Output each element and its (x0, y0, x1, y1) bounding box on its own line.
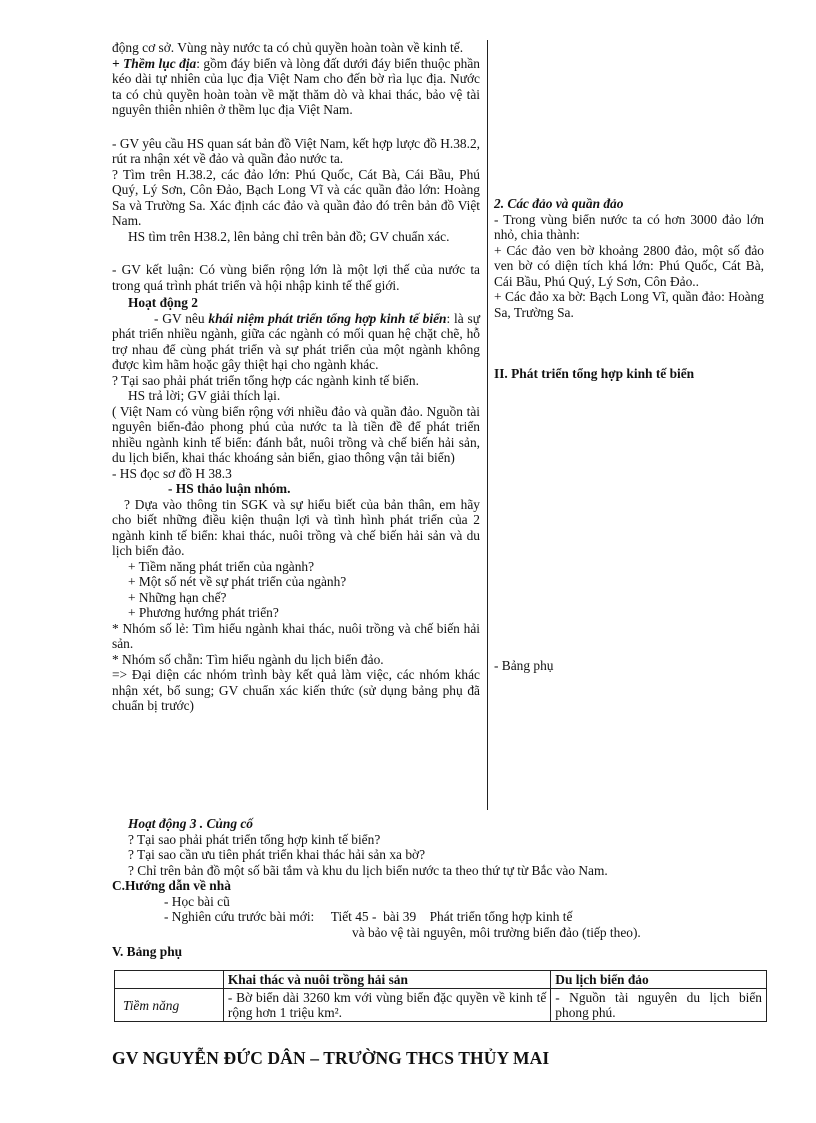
column-divider (487, 40, 488, 810)
p3: - GV yêu cầu HS quan sát bản đồ Việt Nam, kết hợp lược đồ H.38.2, rút ra nhận xét về đảo và quần đảo nước ta. (112, 135, 480, 166)
p2-text: : gồm đáy biển và lòng đất dưới đáy biển thuộc phần kéo dài tự nhiên của lục địa Việt Nam cho đến bờ rìa lục địa. Nước ta có chủ quyền hoàn toàn về mặt thăm dò và khai thác, bảo vệ tài nguyên thiên nhiên ở thềm lục địa Việt Nam. (112, 55, 480, 117)
hd2-paragraph (112, 311, 480, 373)
c3: ? Chỉ trên bản đồ một số bãi tắm và khu du lịch biển nước ta theo thứ tự từ Bắc vào Nam. (128, 862, 608, 878)
table-header-cell: Du lịch biển đảo (551, 971, 767, 989)
left-column (112, 40, 480, 714)
section-2-title: 2. Các đảo và quần đảo (494, 196, 624, 211)
table-cell: - Nguồn tài nguyên du lịch biển phong phú. (551, 989, 767, 1022)
g2: - Nghiên cứu trước bài mới: Tiết 45 - bài 39 Phát triển tổng hợp kinh tế (164, 909, 573, 924)
table-header-row (115, 971, 767, 989)
g1: - Học bài cũ (164, 893, 230, 909)
footer: GV NGUYỄN ĐỨC DÂN – TRƯỜNG THCS THỦY MAI (112, 1048, 550, 1068)
hd2-text: : là sự phát triển nhiều ngành, giữa các ngành có mối quan hệ chặt chẽ, hỗ trợ nhau để cùng phát triển và sự phát triển của một ngành không được kìm hãm hoặc gây thiệt hại cho ngành khác. (112, 310, 480, 372)
table-header-cell (115, 971, 224, 989)
b3: + Những hạn chế? (128, 589, 227, 605)
b4: + Phương hướng phát triển? (128, 605, 279, 620)
bottom-section (112, 816, 712, 960)
hd3-title: Hoạt động 3 . Củng cố (128, 816, 254, 831)
hd2-prefix: - GV nêu (154, 310, 209, 326)
b2: + Một số nét về sự phát triển của ngành? (128, 574, 347, 589)
p11: * Nhóm số chẵn: Tìm hiểu ngành du lịch biển đảo. (112, 651, 384, 667)
p5: HS tìm trên H38.2, lên bảng chỉ trên bản đồ; GV chuẩn xác. (128, 228, 450, 244)
bang-phu-note: - Bảng phụ (494, 658, 554, 673)
v-title: V. Bảng phụ (112, 944, 183, 959)
section-II-title: II. Phát triển tổng hợp kinh tế biển (494, 366, 695, 381)
p9: ? Dựa vào thông tin SGK và sự hiểu biết của bản thân, em hãy cho biết những điều kiện thuận lợi và tình hình phát triển của 2 ngành kinh tế biển: khai thác, nuôi trồng và chế biến hải sản và du lịch biển đảo. (112, 496, 480, 558)
p4: ? Tìm trên H.38.2, các đảo lớn: Phú Quốc, Cát Bà, Cái Bầu, Phú Quý, Lý Sơn, Côn Đảo, Bạch Long Vĩ và các quần đảo lớn: Hoàng Sa và Trường Sa. Xác định các đảo và quần đảo đó trên bản đồ Việt Nam. (112, 166, 480, 228)
g3: và bảo vệ tài nguyên, môi trường biển đảo (tiếp theo). (352, 924, 641, 940)
p12: => Đại diện các nhóm trình bày kết quả làm việc, các nhóm khác nhận xét, bổ sung; GV chuẩn xác kiến thức (sử dụng bảng phụ đã chuẩn bị trước) (112, 667, 480, 713)
q1-answer: HS trả lời; GV giải thích lại. (128, 388, 281, 403)
p2-label: + Thềm lục địa (112, 55, 197, 71)
table-header-cell: Khai thác và nuôi trồng hải sản (223, 971, 550, 989)
r2: + Các đảo ven bờ khoảng 2800 đảo, một số đảo ven bờ có diện tích khá lớn: Phú Quốc, Cát Bà, Cái Bầu, Phú Quý, Lý Sơn, Côn Đảo.. (494, 242, 764, 289)
c1: ? Tại sao phải phát triển tổng hợp kinh tế biển? (128, 831, 381, 847)
c2: ? Tại sao cần ưu tiên phát triển khai thác hải sản xa bờ? (128, 847, 426, 862)
group-title: - HS thảo luận nhóm. (168, 481, 291, 496)
q1: ? Tại sao phải phát triển tổng hợp các ngành kinh tế biển. (112, 372, 419, 388)
table-cell: - Bờ biển dài 3260 km với vùng biển đặc quyền về kinh tế rộng hơn 1 triệu km². (223, 989, 550, 1022)
p7: ( Việt Nam có vùng biển rộng với nhiều đảo và quần đảo. Nguồn tài nguyên biển-đảo phong phú của nước ta là tiền đề để phát triển nhiều ngành kinh tế biển: đánh bắt, nuôi trồng và chế biến hải sản, du lịch biển, khai thác khoáng sản biển, giao thông vận tải biển) (112, 403, 480, 465)
p2 (112, 56, 480, 118)
b1: + Tiềm năng phát triển của ngành? (128, 558, 315, 574)
p6: - GV kết luận: Có vùng biển rộng lớn là một lợi thế của nước ta trong quá trình phát triển và hội nhập kinh tế thế giới. (112, 262, 480, 293)
right-column (494, 196, 764, 320)
table-row (115, 989, 767, 1022)
p10: * Nhóm số lẻ: Tìm hiểu ngành khai thác, nuôi trồng và chế biến hải sản. (112, 620, 480, 651)
hd2-concept: khái niệm phát triển tổng hợp kinh tế biển (208, 310, 447, 326)
bang-phu-table (114, 970, 767, 1022)
p1: động cơ sở. Vùng này nước ta có chủ quyền hoàn toàn về kinh tế. (112, 40, 464, 55)
guide-title: C.Hướng dẫn về nhà (112, 878, 231, 893)
p8: - HS đọc sơ đồ H 38.3 (112, 465, 232, 481)
row-label: Tiềm năng (115, 989, 224, 1022)
r1: - Trong vùng biển nước ta có hơn 3000 đảo lớn nhỏ, chia thành: (494, 211, 764, 242)
r3: + Các đảo xa bờ: Bạch Long Vĩ, quần đảo: Hoàng Sa, Trường Sa. (494, 289, 764, 320)
hd2-title: Hoạt động 2 (128, 295, 198, 310)
